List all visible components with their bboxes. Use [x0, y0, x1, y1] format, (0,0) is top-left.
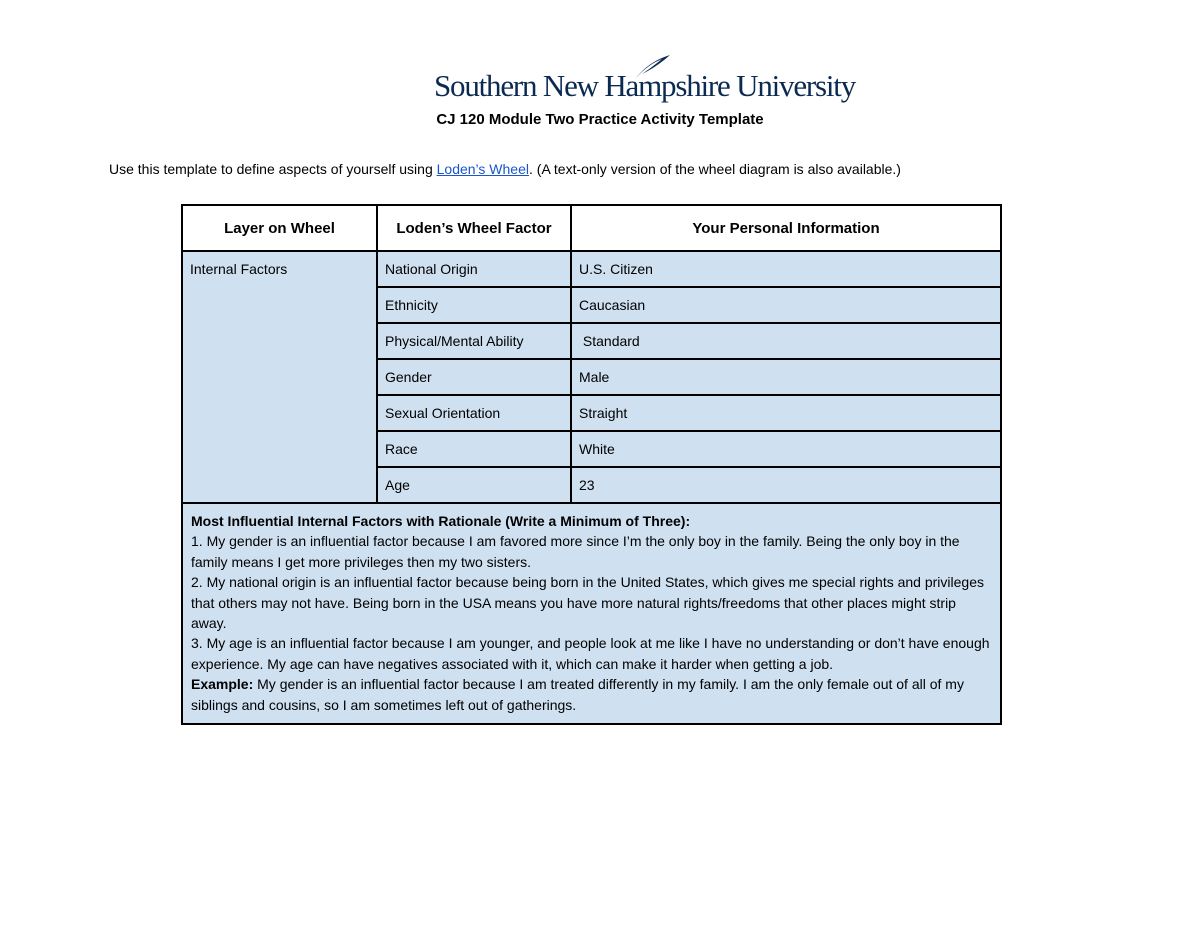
factor-cell: National Origin — [377, 251, 571, 287]
document-title: CJ 120 Module Two Practice Activity Template — [436, 111, 764, 128]
layer-cell: Internal Factors — [182, 251, 377, 503]
example-text: My gender is an influential factor because I am treated differently in my family. I am the only female out of all of my siblings and cousins, so I am sometimes left out of gatherings. — [191, 676, 964, 713]
lodens-wheel-link[interactable]: Loden’s Wheel — [436, 161, 529, 177]
factor-cell: Race — [377, 431, 571, 467]
header-layer: Layer on Wheel — [182, 205, 377, 251]
info-cell[interactable]: White — [571, 431, 1001, 467]
header-info: Your Personal Information — [571, 205, 1001, 251]
rationale-item-2: 2. My national origin is an influential factor because being born in the United States, which gives me special rights and privileges that others may not have. Being born in the USA means you have more natural rights/freedoms that other places might strip away. — [191, 574, 984, 632]
rationale-row — [182, 503, 1001, 724]
factor-cell: Age — [377, 467, 571, 503]
factor-cell: Sexual Orientation — [377, 395, 571, 431]
info-cell[interactable]: Standard — [571, 323, 1001, 359]
rationale-heading: Most Influential Internal Factors with Rationale (Write a Minimum of Three): — [191, 513, 691, 529]
rationale-item-3: 3. My age is an influential factor because I am younger, and people look at me like I have no understanding or don’t have enough experience. My age can have negatives associated with it, which can make it harder when getting a job. — [191, 635, 990, 672]
rationale-item-1: 1. My gender is an influential factor because I am favored more since I’m the only boy in the family. Being the only boy in the family means I get more privileges then my two sisters. — [191, 533, 960, 570]
logo-text: Southern New Hampshire University — [434, 68, 856, 103]
table-header-row — [182, 205, 1001, 251]
factor-cell: Gender — [377, 359, 571, 395]
intro-after: . (A text-only version of the wheel diagram is also available.) — [529, 161, 901, 177]
lodens-wheel-table — [181, 204, 1002, 725]
info-cell[interactable]: Male — [571, 359, 1001, 395]
intro-before: Use this template to define aspects of yourself using — [109, 161, 437, 177]
factor-cell: Ethnicity — [377, 287, 571, 323]
header-factor: Loden’s Wheel Factor — [377, 205, 571, 251]
example-label: Example: — [191, 676, 254, 693]
info-cell[interactable]: Caucasian — [571, 287, 1001, 323]
rationale-cell[interactable] — [182, 503, 1001, 724]
factor-cell: Physical/Mental Ability — [377, 323, 571, 359]
table-row — [182, 251, 1001, 287]
info-cell[interactable]: 23 — [571, 467, 1001, 503]
rationale-example — [191, 674, 992, 715]
intro-text — [109, 159, 901, 179]
info-cell[interactable]: Straight — [571, 395, 1001, 431]
info-cell[interactable]: U.S. Citizen — [571, 251, 1001, 287]
snhu-logo — [434, 54, 856, 106]
